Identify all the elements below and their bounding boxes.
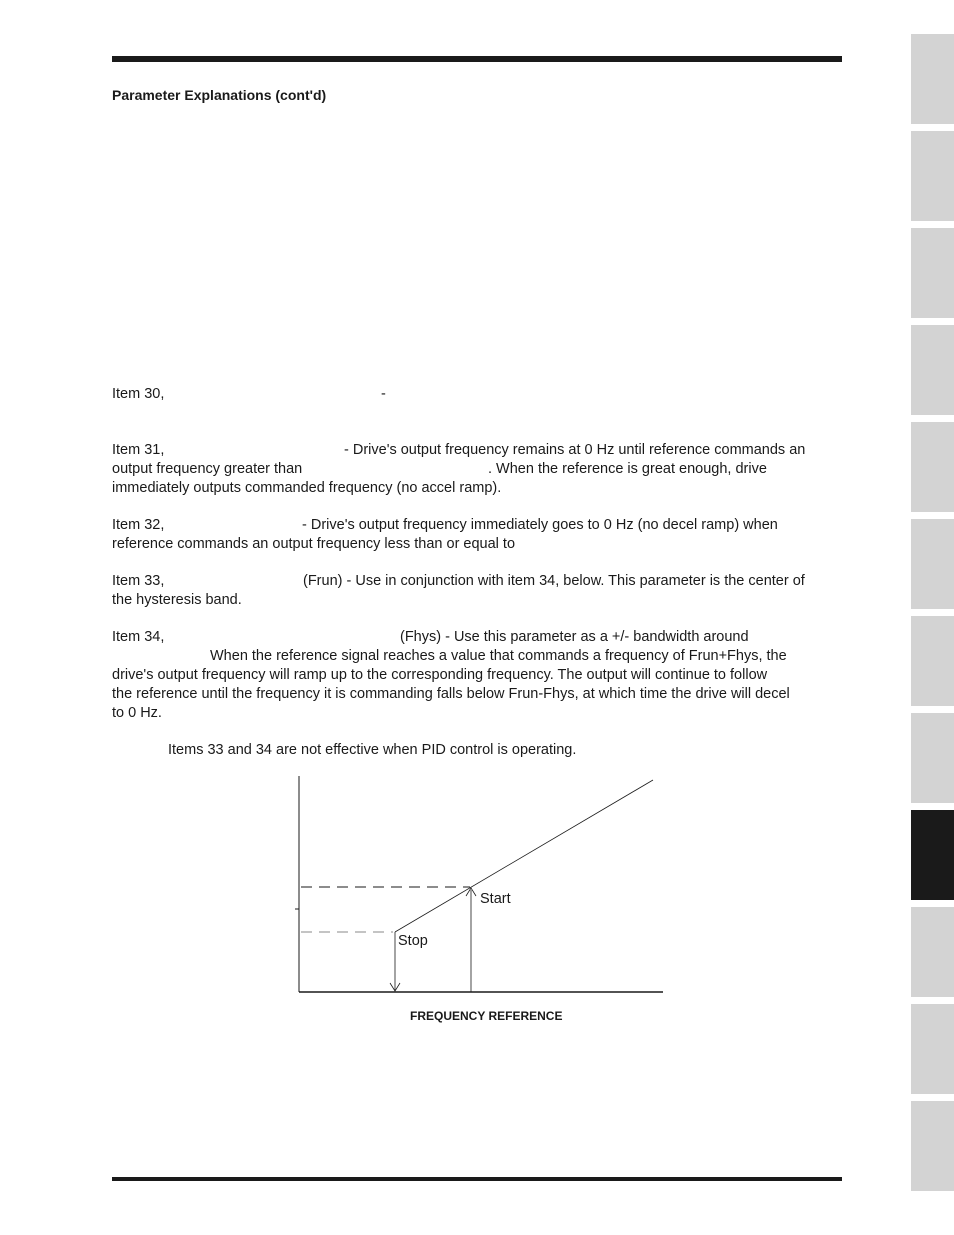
side-tab[interactable] (911, 1101, 954, 1191)
side-tab[interactable] (911, 422, 954, 512)
item-30-lead: Item 30, (112, 386, 165, 402)
item-31-text: . When the reference is great enough, drive (488, 461, 767, 477)
item-31-paragraph (112, 441, 847, 498)
output-ramp-line (395, 780, 653, 932)
side-tab[interactable] (911, 131, 954, 221)
pid-note: Items 33 and 34 are not effective when PID control is operating. (168, 742, 577, 758)
side-tab[interactable] (911, 325, 954, 415)
item-31-lead: Item 31, (112, 442, 165, 458)
item-32-text: - Drive's output frequency immediately goes to 0 Hz (no decel ramp) when (302, 517, 778, 533)
side-tab[interactable] (911, 228, 954, 318)
item-31-text: output frequency greater than (112, 461, 303, 477)
item-33-text: the hysteresis band. (112, 592, 242, 608)
item-34-text: When the reference signal reaches a value that commands a frequency of Frun+Fhys, the (210, 648, 787, 664)
item-34-text: to 0 Hz. (112, 705, 162, 721)
hysteresis-diagram (290, 772, 670, 1002)
item-30-paragraph (112, 385, 847, 404)
side-tab[interactable] (911, 907, 954, 997)
item-34-lead: Item 34, (112, 629, 165, 645)
item-34-text: (Fhys) - Use this parameter as a +/- bandwidth around (400, 629, 749, 645)
item-31-text: - Drive's output frequency remains at 0 Hz until reference commands an (344, 442, 806, 458)
side-tab[interactable] (911, 34, 954, 124)
section-title: Parameter Explanations (cont'd) (112, 87, 327, 103)
side-tab[interactable] (911, 616, 954, 706)
item-31-text: immediately outputs commanded frequency (no accel ramp). (112, 480, 502, 496)
side-tab[interactable] (911, 713, 954, 803)
hysteresis-graph (290, 772, 670, 1002)
footer-rule (112, 1177, 842, 1181)
side-tab[interactable] (911, 519, 954, 609)
side-tab[interactable] (911, 1004, 954, 1094)
item-32-lead: Item 32, (112, 517, 165, 533)
item-34-text: drive's output frequency will ramp up to the corresponding frequency. The output will continue to follow (112, 667, 768, 683)
item-34-text: the reference until the frequency it is commanding falls below Frun-Fhys, at which time the drive will decel (112, 686, 790, 702)
item-33-text: (Frun) - Use in conjunction with item 34, below. This parameter is the center of (303, 573, 805, 589)
item-32-text: reference commands an output frequency less than or equal to (112, 536, 516, 552)
item-33-paragraph (112, 572, 847, 610)
item-30-dash: - (381, 386, 386, 402)
diagram-caption: FREQUENCY REFERENCE (410, 1009, 563, 1023)
item-34-paragraph (112, 628, 847, 723)
item-33-lead: Item 33, (112, 573, 165, 589)
stop-label: Stop (398, 933, 428, 949)
item-32-paragraph (112, 516, 847, 554)
header-rule (112, 56, 842, 62)
side-tab[interactable] (911, 810, 954, 900)
start-label: Start (480, 891, 511, 907)
